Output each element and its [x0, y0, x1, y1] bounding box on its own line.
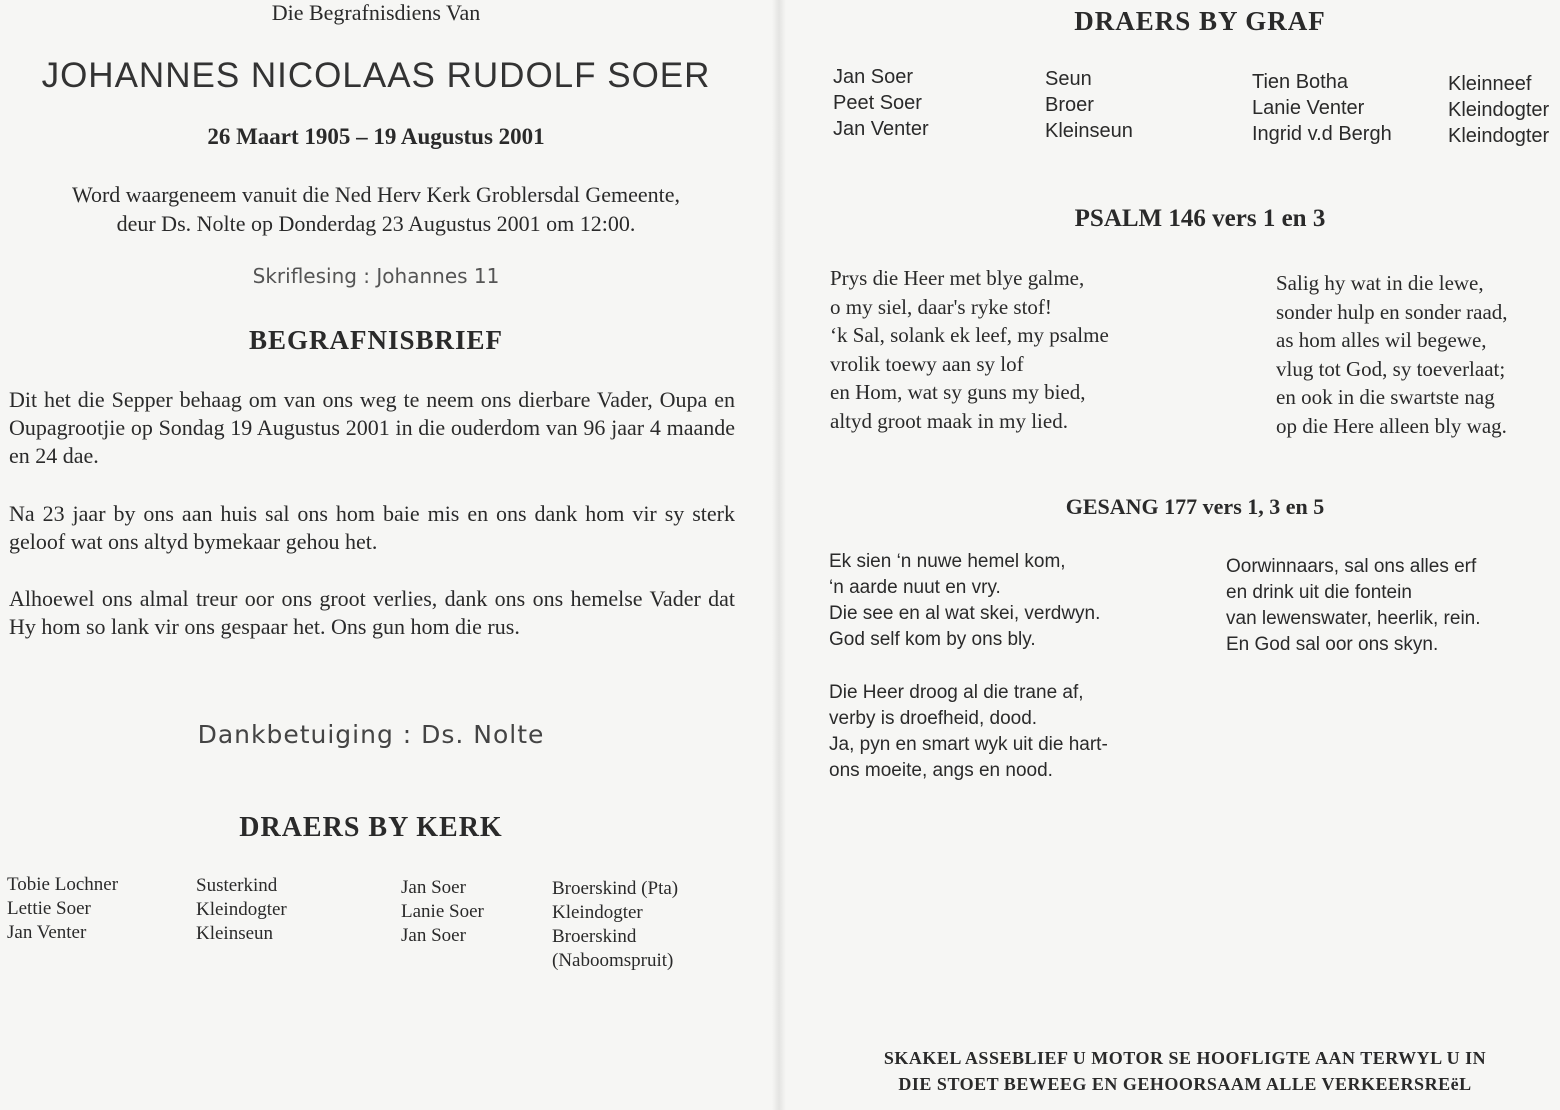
- verse-line: vlug tot God, sy toeverlaat;: [1276, 356, 1506, 381]
- letter-paragraph: Na 23 jaar by ons aan huis sal ons hom baie mis en ons dank hom vir sy sterk geloof wat ons altyd bymekaar gehou het.: [9, 501, 735, 554]
- verse-line: as hom alles wil begewe,: [1276, 328, 1487, 353]
- verse-line: op die Here alleen bly wag.: [1276, 413, 1507, 438]
- hymn-verse-3: [829, 680, 1108, 784]
- grave-bearer-names-2: [1252, 69, 1392, 147]
- grave-bearer-names-1: [833, 64, 929, 142]
- psalm-verse-3: [1276, 269, 1508, 441]
- service-line: deur Ds. Nolte op Donderdag 23 Augustus 2001 om 12:00.: [116, 211, 636, 236]
- church-bearer-relations-2: [552, 877, 678, 973]
- bearer-relation: Kleindogter: [196, 899, 287, 920]
- verse-line: Salig hy wat in die lewe,: [1276, 271, 1484, 295]
- bearer-relation: Seun: [1045, 68, 1092, 90]
- bearer-name: Lettie Soer: [7, 898, 91, 919]
- psalm-title: PSALM 146 vers 1 en 3: [1074, 205, 1326, 232]
- bearer-relation: (Naboomspruit): [552, 950, 674, 971]
- grave-bearers-title: DRAERS BY GRAF: [1074, 6, 1326, 36]
- verse-line: verby is droefheid, dood.: [829, 708, 1038, 729]
- bearer-relation: Kleinseun: [1045, 120, 1133, 142]
- bearer-name: Jan Venter: [7, 922, 87, 943]
- bearer-name: Tien Botha: [1252, 71, 1348, 93]
- letter-paragraph: Dit het die Sepper behaag om van ons weg te neem ons dierbare Vader, Oupa en Oupagrootjie op Sondag 19 Augustus 2001 in die ouderdom van 96 jaar 4 maande en 24 dae.: [9, 387, 735, 468]
- notice-line: SKAKEL ASSEBLIEF U MOTOR SE HOOFLIGTE AAN TERWYL U IN: [883, 1048, 1487, 1068]
- verse-line: Ek sien ‘n nuwe hemel kom,: [829, 551, 1066, 572]
- verse-line: ‘n aarde nuut en vry.: [829, 577, 1001, 598]
- deceased-name: JOHANNES NICOLAAS RUDOLF SOER: [41, 56, 711, 95]
- verse-line: en ook in die swartste nag: [1276, 385, 1495, 410]
- bearer-relation: Broer: [1045, 94, 1094, 116]
- scripture-reading: Skriflesing : Johannes 11: [252, 264, 500, 288]
- hymn-verse-5: [1226, 554, 1481, 658]
- church-bearer-names-1: [7, 873, 118, 945]
- service-line: Word waargeneem vanuit die Ned Herv Kerk Groblersdal Gemeente,: [71, 182, 681, 207]
- bearer-name: Jan Soer: [833, 66, 914, 88]
- bearer-relation: Broerskind (Pta): [552, 878, 679, 899]
- bearer-relation: Susterkind: [196, 875, 278, 896]
- page-fold: [772, 0, 786, 1110]
- verse-line: Ja, pyn en smart wyk uit die hart-: [829, 734, 1108, 755]
- verse-line: altyd groot maak in my lied.: [830, 408, 1068, 433]
- verse-line: en drink uit die fontein: [1226, 582, 1412, 603]
- bearer-name: Lanie Venter: [1252, 97, 1365, 119]
- bearer-name: Ingrid v.d Bergh: [1252, 123, 1392, 145]
- church-bearers-title: DRAERS BY KERK: [239, 812, 503, 843]
- verse-line: Oorwinnaars, sal ons alles erf: [1226, 556, 1477, 577]
- verse-line: ‘k Sal, solank ek leef, my psalme: [830, 323, 1109, 348]
- bearer-relation: Kleinseun: [196, 923, 274, 944]
- bearer-name: Tobie Lochner: [7, 874, 119, 895]
- bearer-name: Jan Venter: [833, 118, 929, 140]
- verse-line: vrolik toewy aan sy lof: [830, 351, 1024, 376]
- hymn-verse-1: [829, 549, 1100, 653]
- thanks-line: Dankbetuiging : Ds. Nolte: [197, 720, 545, 749]
- letter-title: BEGRAFNISBRIEF: [248, 325, 504, 355]
- grave-bearer-relations-1: [1045, 66, 1133, 144]
- bearer-name: Jan Soer: [401, 877, 466, 898]
- bearer-relation: Kleindogter: [1448, 125, 1550, 147]
- bearer-relation: Kleinneef: [1448, 73, 1532, 95]
- service-subtitle: Die Begrafnisdiens Van: [271, 0, 481, 25]
- bearer-name: Lanie Soer: [401, 901, 484, 922]
- church-bearer-relations-1: [196, 874, 287, 946]
- life-dates: 26 Maart 1905 – 19 Augustus 2001: [207, 124, 545, 149]
- verse-line: o my siel, daar's ryke stof!: [830, 294, 1052, 319]
- verse-line: en Hom, wat sy guns my bied,: [830, 380, 1086, 405]
- bearer-name: Peet Soer: [833, 92, 922, 114]
- psalm-verse-1: [830, 264, 1109, 436]
- verse-line: Die Heer droog al die trane af,: [829, 682, 1084, 703]
- notice-line: DIE STOET BEWEEG EN GEHOORSAAM ALLE VERKEERSREëL: [898, 1074, 1472, 1094]
- bearer-relation: Kleindogter: [1448, 99, 1550, 121]
- bearer-name: Jan Soer: [401, 925, 466, 946]
- verse-line: God self kom by ons bly.: [829, 629, 1036, 650]
- verse-line: sonder hulp en sonder raad,: [1276, 299, 1508, 324]
- verse-line: Prys die Heer met blye galme,: [830, 266, 1085, 290]
- letter-paragraph: Alhoewel ons almal treur oor ons groot verlies, dank ons ons hemelse Vader dat Hy hom so lank vir ons gespaar het. Ons gun hom die rus.: [9, 586, 735, 639]
- bearer-relation: Kleindogter: [552, 902, 643, 923]
- verse-line: van lewenswater, heerlik, rein.: [1226, 608, 1481, 629]
- bearer-relation: Broerskind: [552, 926, 637, 947]
- hymn-title: GESANG 177 vers 1, 3 en 5: [1065, 494, 1325, 519]
- procession-notice: [820, 1045, 1550, 1097]
- verse-line: ons moeite, angs en nood.: [829, 760, 1053, 781]
- verse-line: En God sal oor ons skyn.: [1226, 634, 1439, 655]
- church-bearer-names-2: [401, 876, 484, 948]
- grave-bearer-relations-2: [1448, 71, 1549, 149]
- verse-line: Die see en al wat skei, verdwyn.: [829, 603, 1101, 624]
- service-details: [0, 180, 752, 238]
